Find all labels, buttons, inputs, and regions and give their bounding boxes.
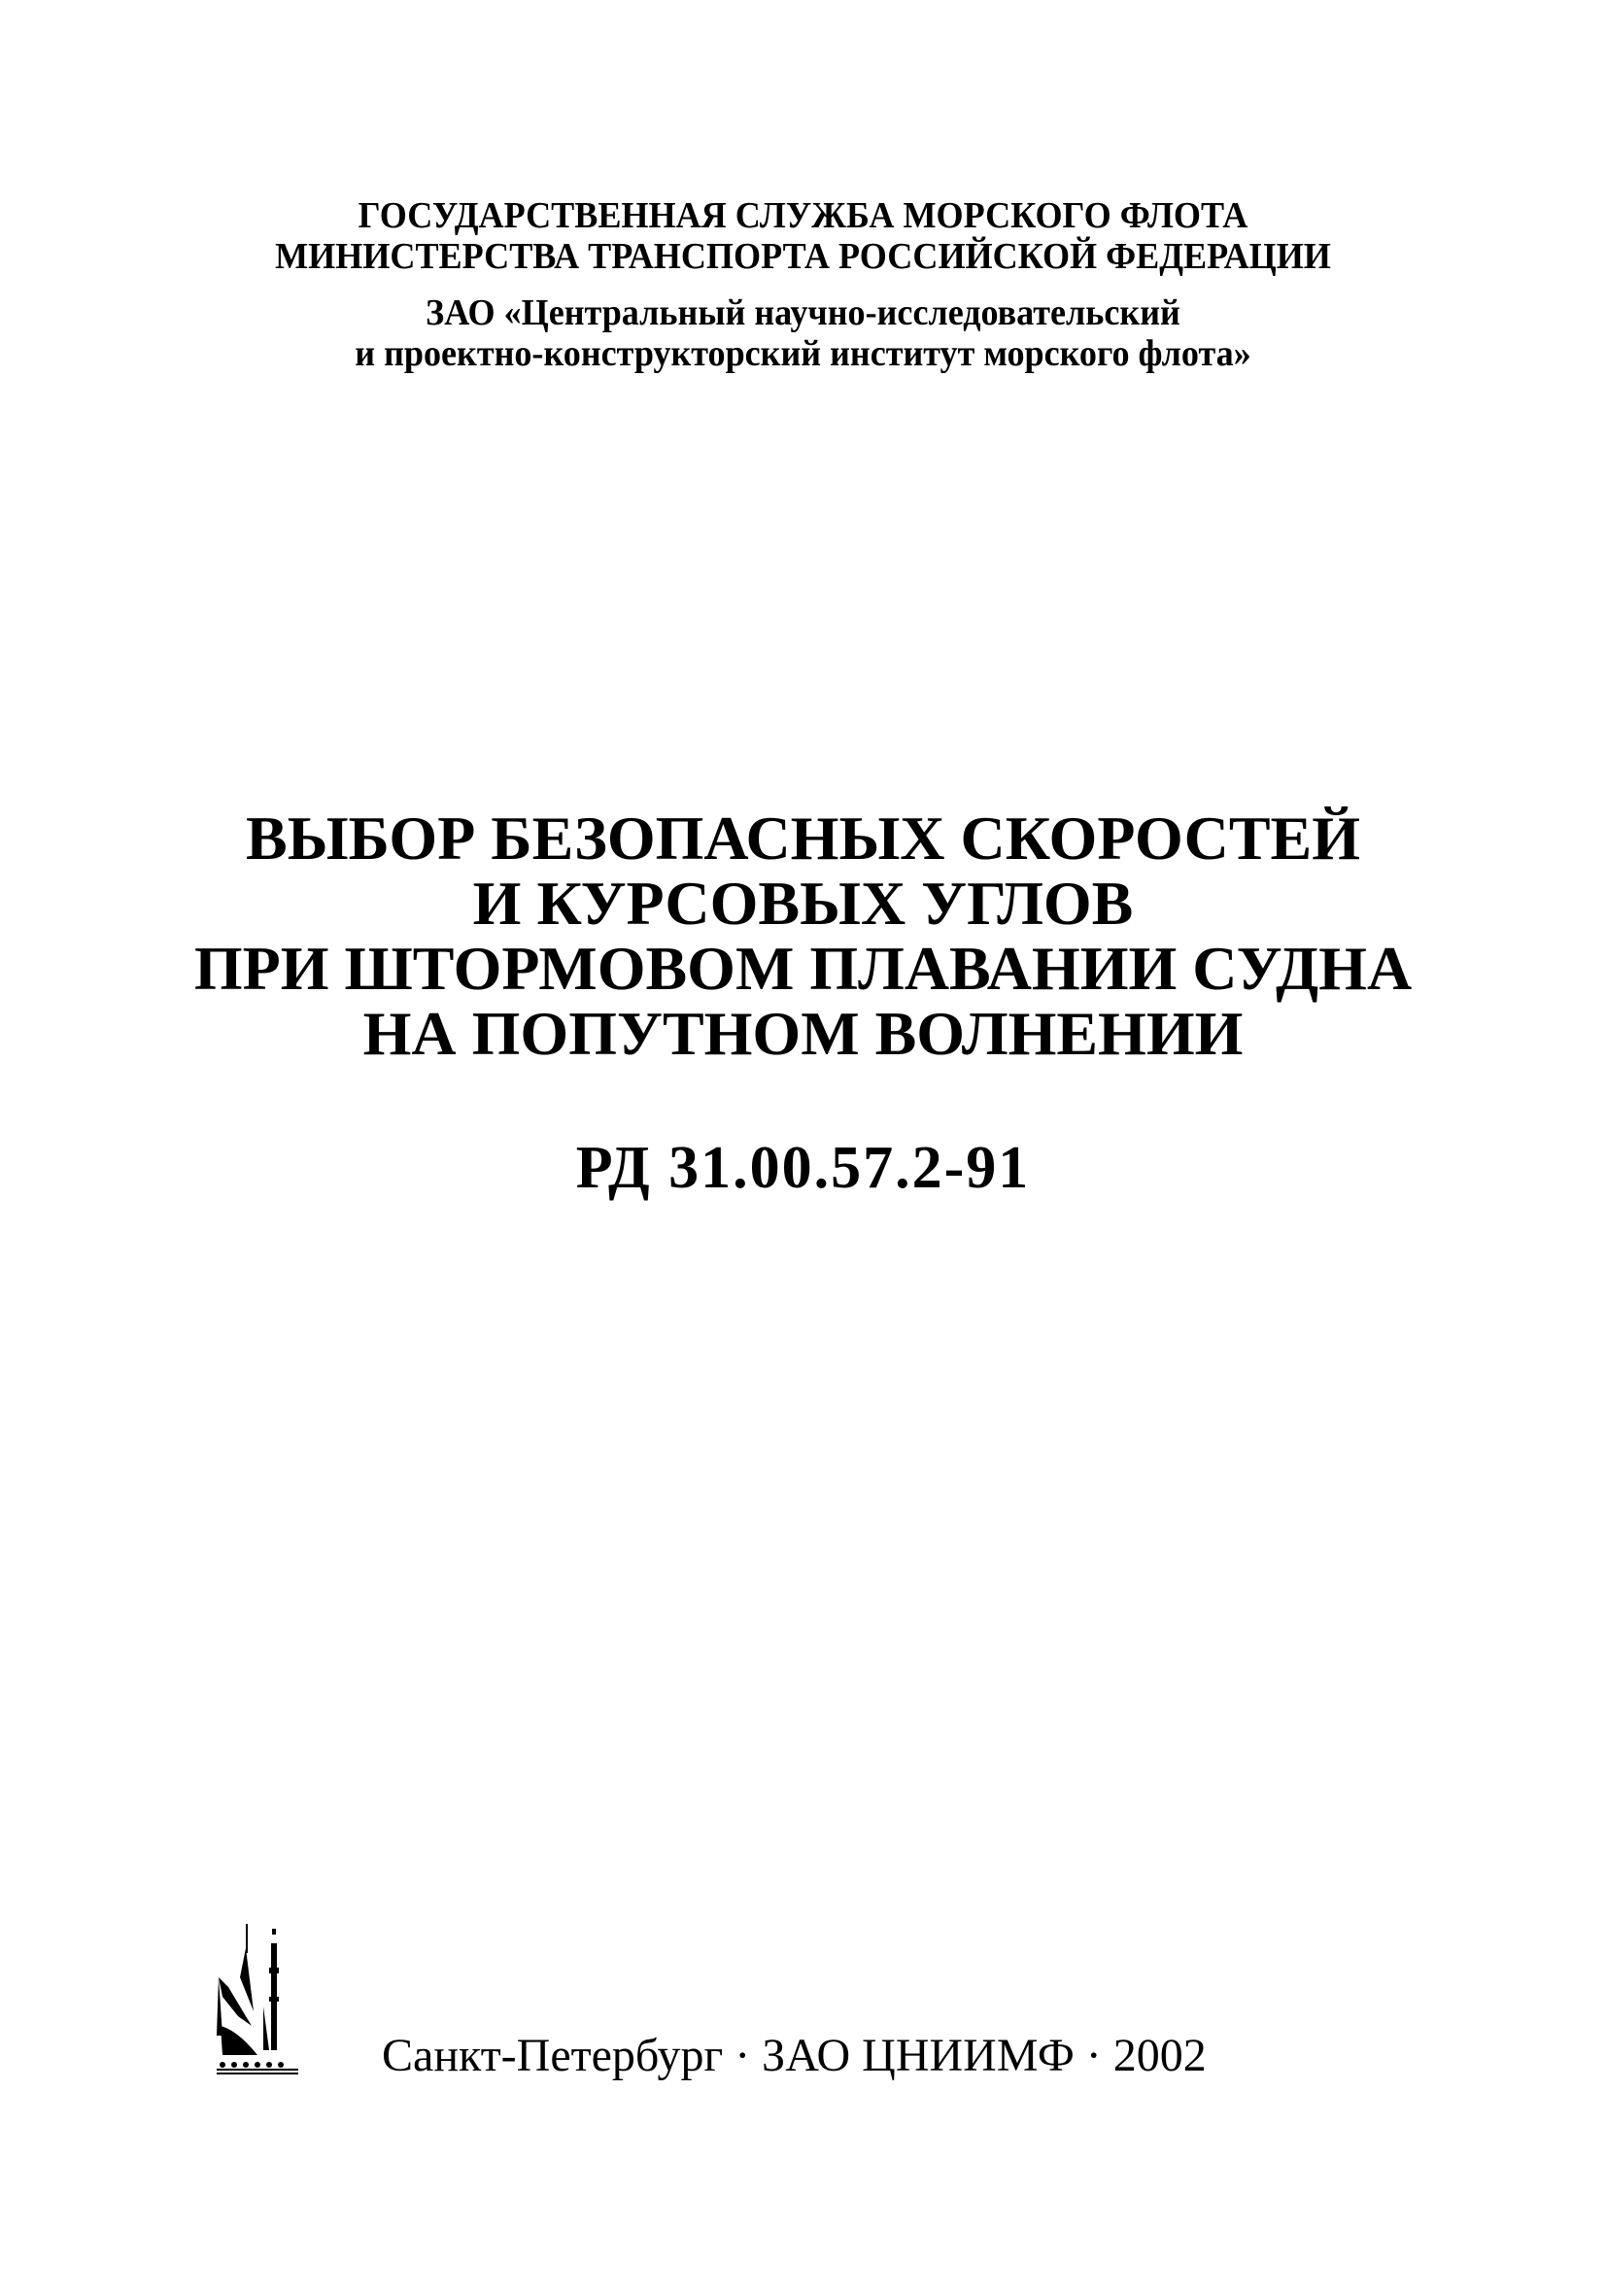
title-line-2: И КУРСОВЫХ УГЛОВ bbox=[472, 869, 1134, 938]
header-line-1: ГОСУДАРСТВЕННАЯ СЛУЖБА МОРСКОГО ФЛОТА bbox=[358, 195, 1248, 236]
title-line-3: ПРИ ШТОРМОВОМ ПЛАВАНИИ СУДНА bbox=[193, 934, 1413, 1003]
ship-spire-logo-icon bbox=[209, 1919, 306, 2074]
title-line-4: НА ПОПУТНОМ ВОЛНЕНИИ bbox=[362, 999, 1244, 1068]
document-code: РД 31.00.57.2-91 bbox=[575, 1135, 1031, 1201]
title-line-1: ВЫБОР БЕЗОПАСНЫХ СКОРОСТЕЙ bbox=[246, 804, 1360, 873]
header-line-3: ЗАО «Центральный научно-исследовательский bbox=[426, 292, 1180, 333]
imprint: Санкт-Петербург · ЗАО ЦНИИМФ · 2002 bbox=[382, 2030, 1207, 2081]
header-line-4: и проектно-конструкторский институт морского флота» bbox=[355, 333, 1251, 374]
header-line-2: МИНИСТЕРСТВА ТРАНСПОРТА РОССИЙСКОЙ ФЕДЕРАЦИИ bbox=[275, 236, 1331, 277]
